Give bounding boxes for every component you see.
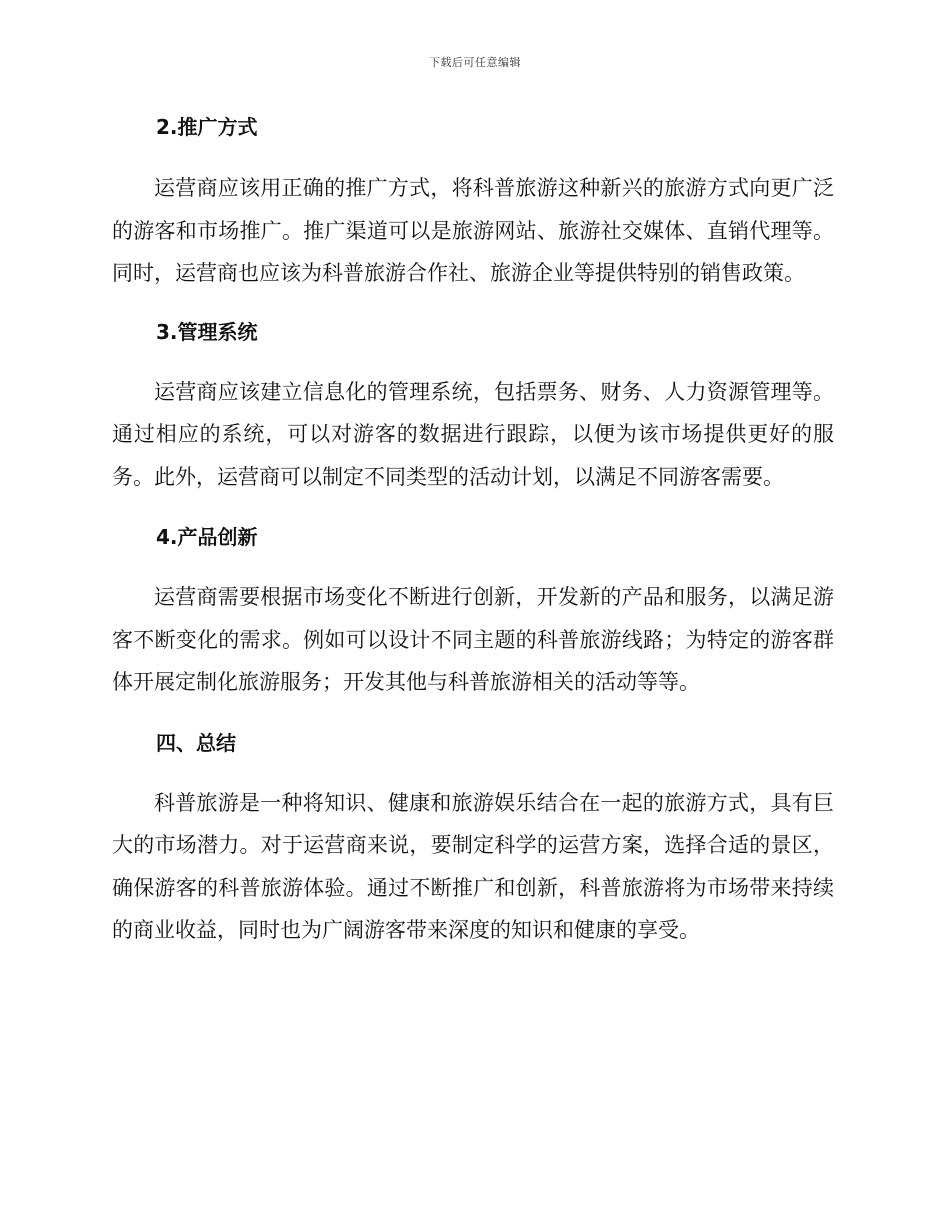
section-paragraph-promotion: 运营商应该用正确的推广方式，将科普旅游这种新兴的旅游方式向更广泛的游客和市场推广。推广渠道可以是旅游网站、旅游社交媒体、直销代理等。同时，运营商也应该为科普旅游合作社、旅游企业等提供特别的销售政策。: [112, 176, 834, 285]
section-heading-management: 3.管理系统: [156, 319, 258, 344]
section-paragraph-summary: 科普旅游是一种将知识、健康和旅游娱乐结合在一起的旅游方式，具有巨大的市场潜力。对于运营商来说，要制定科学的运营方案，选择合适的景区，确保游客的科普旅游体验。通过不断推广和创新，科普旅游将为市场带来持续的商业收益，同时也为广阔游客带来深度的知识和健康的享受。: [112, 790, 834, 942]
section-heading-summary: 四、总结: [156, 730, 236, 755]
document-body: [112, 110, 834, 952]
section-paragraph-management: 运营商应该建立信息化的管理系统，包括票务、财务、人力资源管理等。通过相应的系统，可以对游客的数据进行跟踪，以便为该市场提供更好的服务。此外，运营商可以制定不同类型的活动计划，以满足不同游客需要。: [112, 379, 834, 489]
section-heading-innovation: 4.产品创新: [156, 525, 258, 549]
section-paragraph-innovation: 运营商需要根据市场变化不断进行创新，开发新的产品和服务，以满足游客不断变化的需求。例如可以设计不同主题的科普旅游线路；为特定的游客群体开展定制化旅游服务；开发其他与科普旅游相关的活动等等。: [112, 585, 834, 694]
section-heading-promotion: 2.推广方式: [156, 115, 258, 139]
header-note: 下载后可任意编辑: [429, 56, 521, 69]
